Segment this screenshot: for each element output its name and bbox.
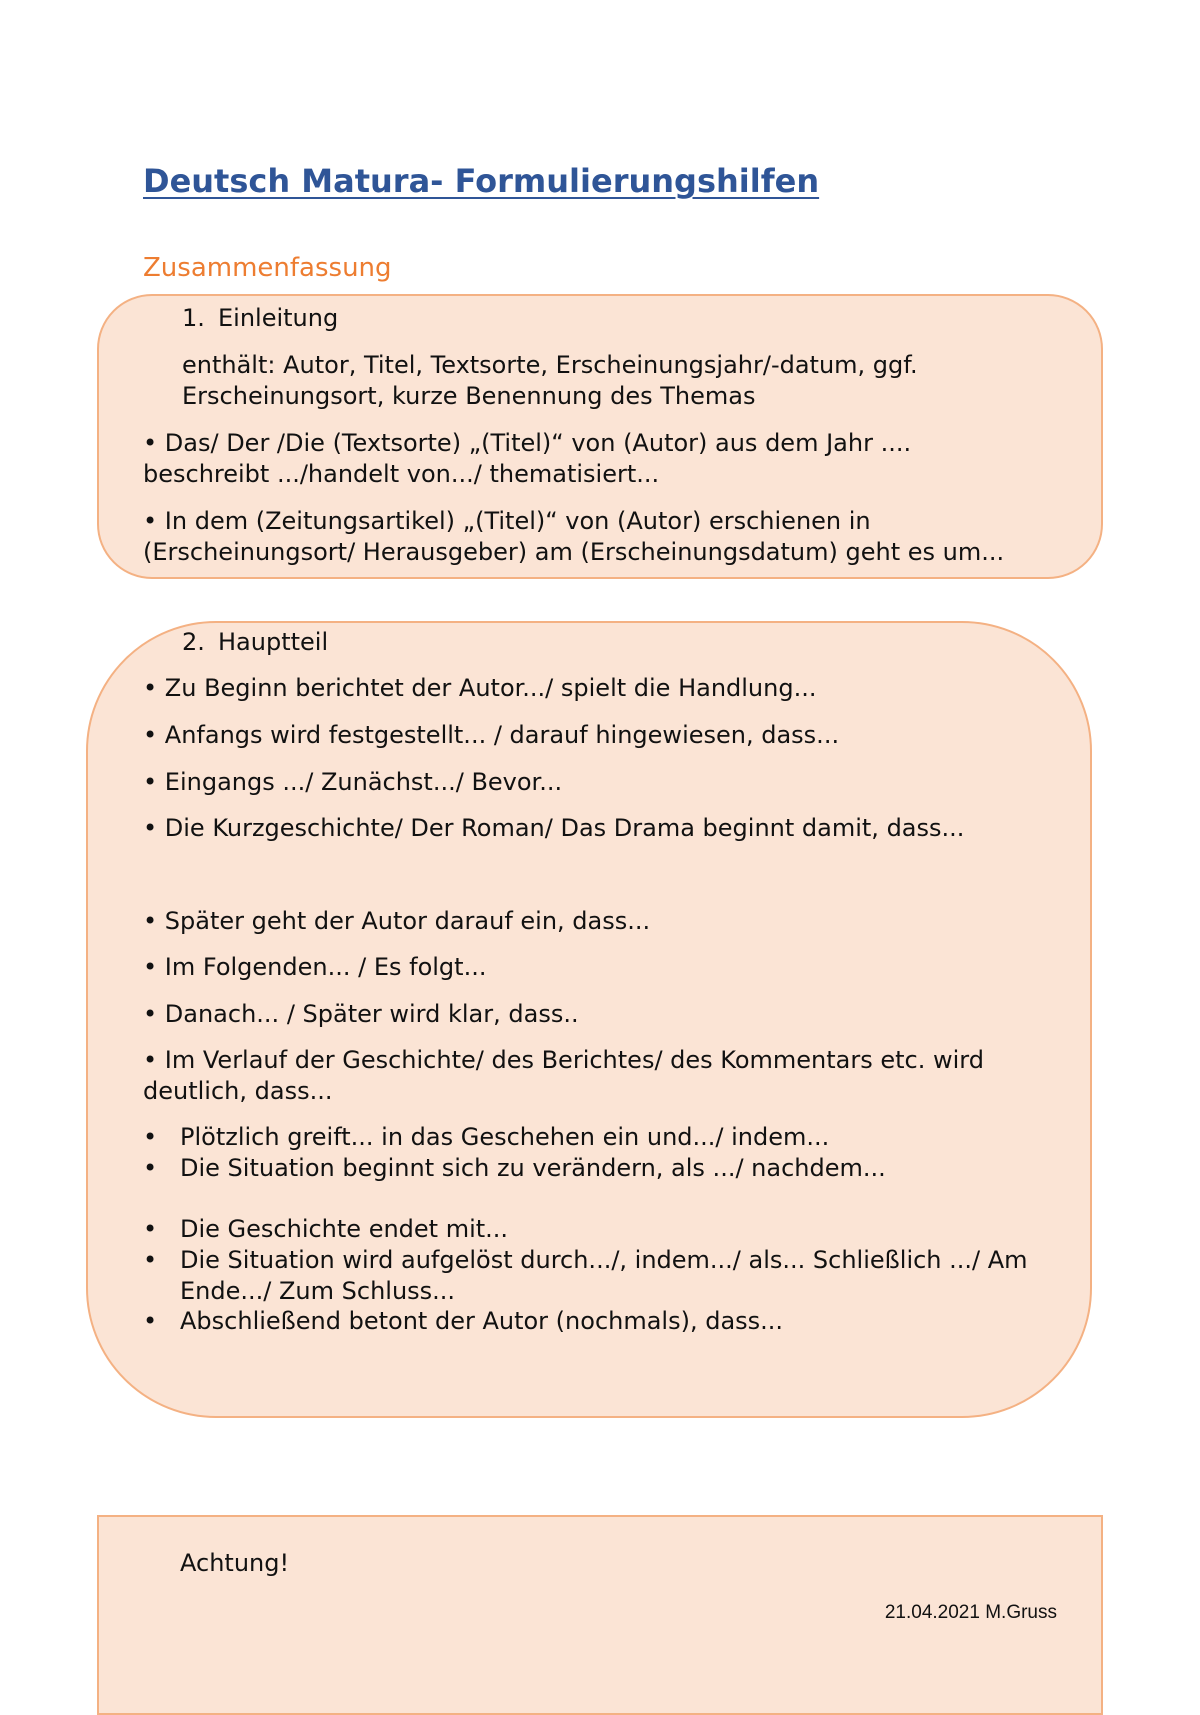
- bullet: •: [143, 1246, 158, 1274]
- list-item: Plötzlich greift... in das Geschehen ein und.../ indem...: [180, 1123, 830, 1151]
- document-title: Deutsch Matura- Formulierungshilfen: [143, 162, 820, 200]
- hauptteil-heading: [182, 627, 328, 658]
- einleitung-item-line: • Das/ Der /Die (Textsorte) „(Titel)“ von (Autor) aus dem Jahr ....: [143, 429, 912, 457]
- einleitung-heading-label: Einleitung: [218, 304, 339, 332]
- list-item-line: Ende.../ Zum Schluss...: [180, 1277, 456, 1305]
- list-item: Abschließend betont der Autor (nochmals), dass...: [180, 1307, 784, 1335]
- einleitung-number: 1.: [182, 304, 205, 332]
- hauptteil-phrase-line: • Im Verlauf der Geschichte/ des Berichtes/ des Kommentars etc. wird: [143, 1046, 984, 1074]
- list-item: Die Situation beginnt sich zu verändern, als .../ nachdem...: [180, 1154, 886, 1182]
- section-heading: Zusammenfassung: [143, 253, 392, 283]
- hauptteil-phrase: • Danach... / Später wird klar, dass..: [143, 1000, 579, 1028]
- hauptteil-phrase: • Die Kurzgeschichte/ Der Roman/ Das Drama beginnt damit, dass...: [143, 814, 965, 842]
- hauptteil-phrase: • Eingangs .../ Zunächst.../ Bevor...: [143, 768, 563, 796]
- einleitung-heading: [182, 303, 338, 334]
- author-signature: 21.04.2021 M.Gruss: [884, 1602, 1057, 1623]
- hauptteil-number: 2.: [182, 628, 205, 656]
- bullet: •: [143, 1154, 158, 1182]
- einleitung-item-line: • In dem (Zeitungsartikel) „(Titel)“ von (Autor) erschienen in: [143, 507, 871, 535]
- bullet: •: [143, 1123, 158, 1151]
- hauptteil-phrase-line: deutlich, dass...: [143, 1077, 333, 1105]
- bullet: •: [143, 1307, 158, 1335]
- list-item: Die Geschichte endet mit...: [180, 1215, 509, 1243]
- hauptteil-phrase: • Im Folgenden... / Es folgt...: [143, 953, 487, 981]
- einleitung-item-line: beschreibt .../handelt von.../ thematisiert...: [143, 460, 660, 488]
- einleitung-description-line: enthält: Autor, Titel, Textsorte, Erscheinungsjahr/-datum, ggf.: [182, 351, 918, 379]
- list-item-line: Die Situation wird aufgelöst durch.../, indem.../ als... Schließlich .../ Am: [180, 1246, 1028, 1274]
- einleitung-description-line: Erscheinungsort, kurze Benennung des Themas: [182, 382, 756, 410]
- hauptteil-phrase: • Zu Beginn berichtet der Autor.../ spielt die Handlung...: [143, 674, 817, 702]
- achtung-label: Achtung!: [180, 1549, 290, 1577]
- hauptteil-phrase: • Später geht der Autor darauf ein, dass...: [143, 907, 651, 935]
- einleitung-item-line: (Erscheinungsort/ Herausgeber) am (Erscheinungsdatum) geht es um...: [143, 538, 1005, 566]
- hauptteil-heading-label: Hauptteil: [218, 628, 329, 656]
- hauptteil-phrase: • Anfangs wird festgestellt... / darauf hingewiesen, dass...: [143, 721, 840, 749]
- bullet: •: [143, 1215, 158, 1243]
